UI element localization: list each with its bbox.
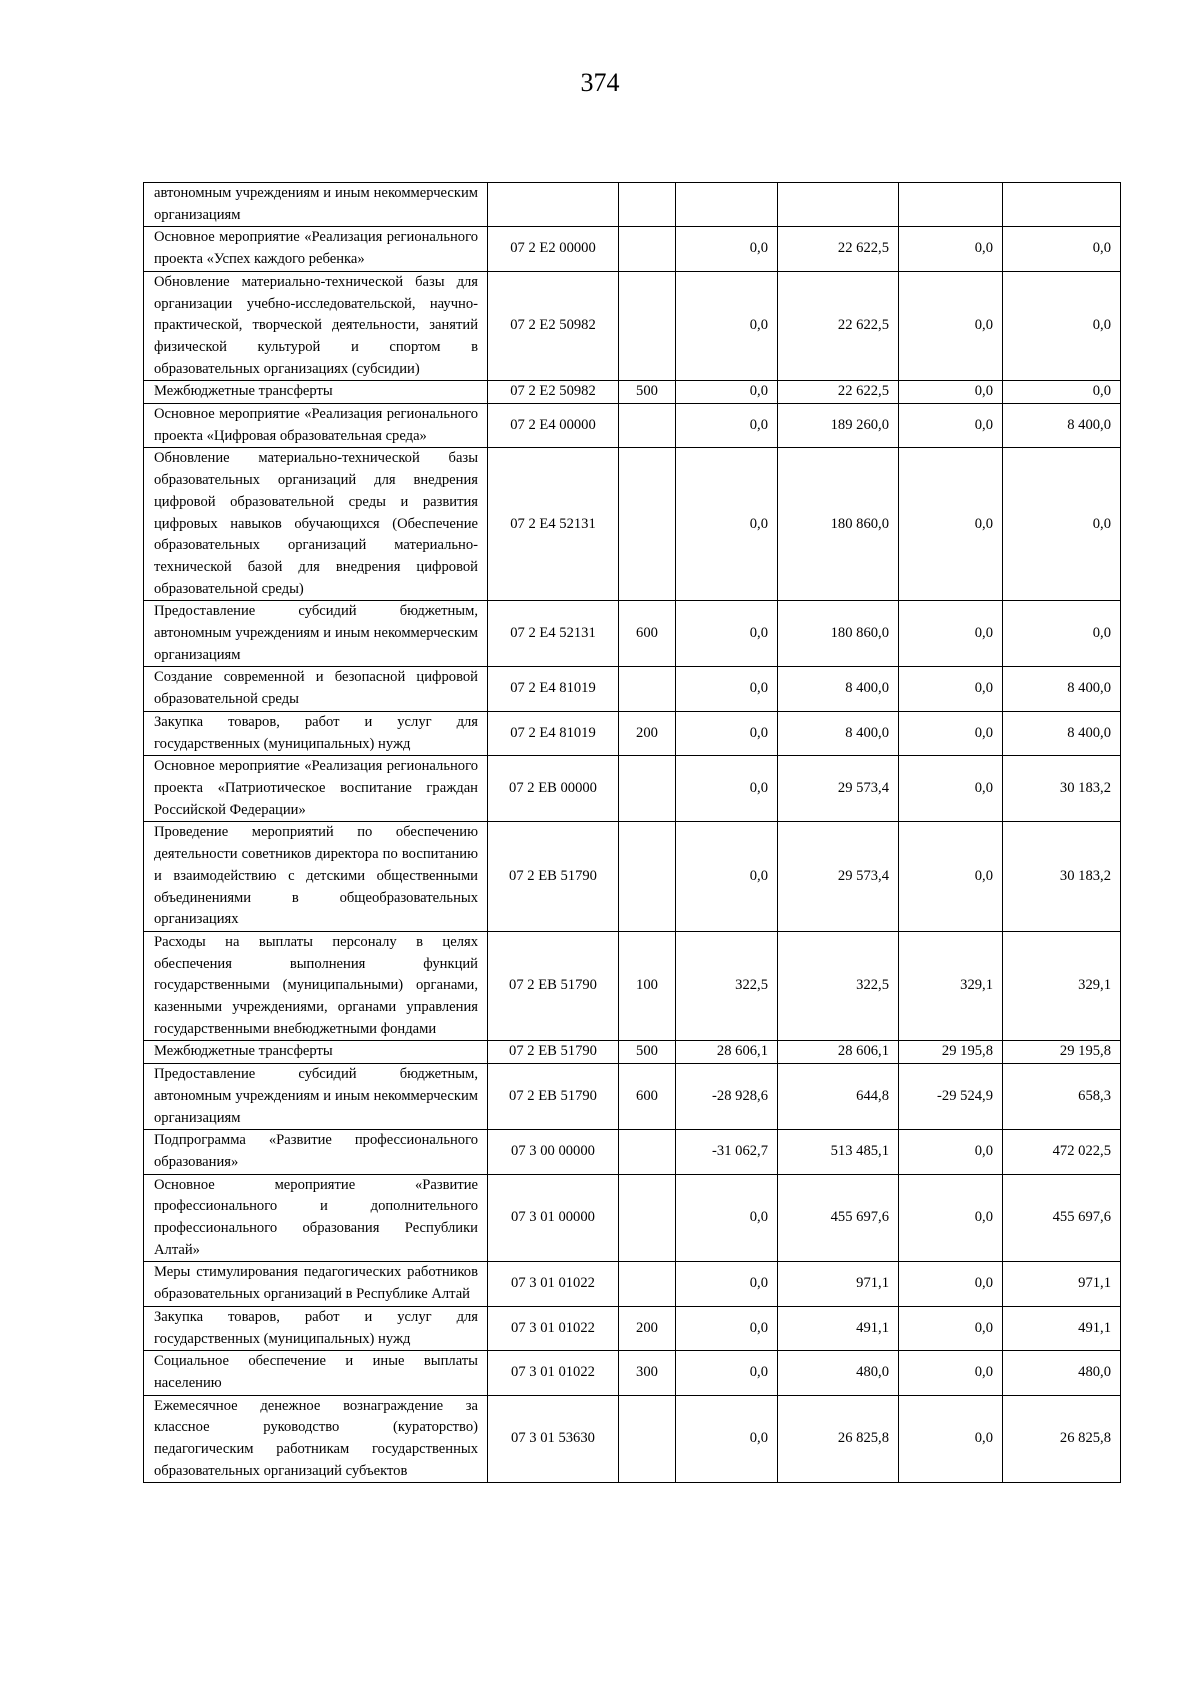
row-expense-type bbox=[619, 1174, 676, 1262]
table-row bbox=[144, 1262, 1121, 1306]
row-value-1: 0,0 bbox=[676, 404, 778, 448]
row-value-1: 0,0 bbox=[676, 667, 778, 711]
row-name: Проведение мероприятий по обеспечению деятельности советников директора по воспитанию и взаимодействию с детскими общественными объединениями в общеобразовательных организациях bbox=[144, 822, 488, 932]
row-value-1: 0,0 bbox=[676, 756, 778, 822]
row-name: Предоставление субсидий бюджетным, автономным учреждениям и иным некоммерческим организациям bbox=[144, 601, 488, 667]
row-expense-type bbox=[619, 1262, 676, 1306]
row-name: Расходы на выплаты персоналу в целях обеспечения выполнения функций государственными (муниципальными) органами, казенными учреждениями, органами управления государственными внебюджетными фондами bbox=[144, 931, 488, 1041]
row-value-4 bbox=[1003, 183, 1121, 227]
row-value-2: 480,0 bbox=[778, 1351, 899, 1395]
row-expense-type: 600 bbox=[619, 601, 676, 667]
row-value-1: 0,0 bbox=[676, 381, 778, 404]
row-value-2: 26 825,8 bbox=[778, 1395, 899, 1483]
row-name: Создание современной и безопасной цифровой образовательной среды bbox=[144, 667, 488, 711]
row-name: Предоставление субсидий бюджетным, автономным учреждениям и иным некоммерческим организациям bbox=[144, 1064, 488, 1130]
row-value-4: 480,0 bbox=[1003, 1351, 1121, 1395]
row-name: Межбюджетные трансферты bbox=[144, 381, 488, 404]
row-value-1: -28 928,6 bbox=[676, 1064, 778, 1130]
row-expense-type: 500 bbox=[619, 381, 676, 404]
row-code bbox=[488, 183, 619, 227]
table-row bbox=[144, 381, 1121, 404]
row-expense-type bbox=[619, 1130, 676, 1174]
row-value-3: 0,0 bbox=[899, 448, 1003, 601]
row-expense-type bbox=[619, 667, 676, 711]
table-row bbox=[144, 448, 1121, 601]
row-value-2: 971,1 bbox=[778, 1262, 899, 1306]
table-row bbox=[144, 271, 1121, 381]
row-value-3: 29 195,8 bbox=[899, 1041, 1003, 1064]
row-name: Основное мероприятие «Реализация регионального проекта «Цифровая образовательная среда» bbox=[144, 404, 488, 448]
table-row bbox=[144, 1395, 1121, 1483]
table-row bbox=[144, 1064, 1121, 1130]
row-code: 07 3 01 01022 bbox=[488, 1262, 619, 1306]
row-value-1: 0,0 bbox=[676, 1174, 778, 1262]
row-name: Основное мероприятие «Развитие профессионального и дополнительного профессионального образования Республики Алтай» bbox=[144, 1174, 488, 1262]
row-code: 07 2 E4 81019 bbox=[488, 711, 619, 755]
row-code: 07 2 E2 00000 bbox=[488, 227, 619, 271]
row-name: Межбюджетные трансферты bbox=[144, 1041, 488, 1064]
row-value-2: 644,8 bbox=[778, 1064, 899, 1130]
row-expense-type: 600 bbox=[619, 1064, 676, 1130]
row-value-2: 29 573,4 bbox=[778, 822, 899, 932]
row-value-1: 0,0 bbox=[676, 227, 778, 271]
table-row bbox=[144, 711, 1121, 755]
row-value-2: 189 260,0 bbox=[778, 404, 899, 448]
budget-table bbox=[143, 182, 1121, 1483]
row-name: Подпрограмма «Развитие профессионального образования» bbox=[144, 1130, 488, 1174]
row-code: 07 2 E2 50982 bbox=[488, 381, 619, 404]
row-value-3: 0,0 bbox=[899, 1262, 1003, 1306]
row-value-2: 8 400,0 bbox=[778, 667, 899, 711]
row-code: 07 2 E4 81019 bbox=[488, 667, 619, 711]
row-code: 07 2 E4 52131 bbox=[488, 601, 619, 667]
row-value-2: 22 622,5 bbox=[778, 271, 899, 381]
row-value-2: 22 622,5 bbox=[778, 227, 899, 271]
row-value-3: 0,0 bbox=[899, 1395, 1003, 1483]
row-expense-type: 500 bbox=[619, 1041, 676, 1064]
table-row bbox=[144, 667, 1121, 711]
row-value-3: -29 524,9 bbox=[899, 1064, 1003, 1130]
row-value-4: 0,0 bbox=[1003, 448, 1121, 601]
row-value-2: 28 606,1 bbox=[778, 1041, 899, 1064]
row-value-3: 0,0 bbox=[899, 601, 1003, 667]
row-value-1: 0,0 bbox=[676, 711, 778, 755]
row-value-4: 455 697,6 bbox=[1003, 1174, 1121, 1262]
row-value-3: 0,0 bbox=[899, 756, 1003, 822]
table-row bbox=[144, 1351, 1121, 1395]
row-name: автономным учреждениям и иным некоммерческим организациям bbox=[144, 183, 488, 227]
row-value-4: 26 825,8 bbox=[1003, 1395, 1121, 1483]
row-value-1: 0,0 bbox=[676, 601, 778, 667]
row-value-4: 0,0 bbox=[1003, 227, 1121, 271]
row-code: 07 2 EB 51790 bbox=[488, 1041, 619, 1064]
row-value-4: 0,0 bbox=[1003, 271, 1121, 381]
row-name: Основное мероприятие «Реализация регионального проекта «Успех каждого ребенка» bbox=[144, 227, 488, 271]
row-value-2 bbox=[778, 183, 899, 227]
row-name: Основное мероприятие «Реализация регионального проекта «Патриотическое воспитание граждан Российской Федерации» bbox=[144, 756, 488, 822]
table-row bbox=[144, 1174, 1121, 1262]
table-row bbox=[144, 601, 1121, 667]
row-value-1: 322,5 bbox=[676, 931, 778, 1041]
row-value-3: 0,0 bbox=[899, 404, 1003, 448]
row-code: 07 2 EB 51790 bbox=[488, 1064, 619, 1130]
row-value-4: 8 400,0 bbox=[1003, 667, 1121, 711]
page-number: 374 bbox=[580, 68, 620, 97]
row-name: Закупка товаров, работ и услуг для государственных (муниципальных) нужд bbox=[144, 1306, 488, 1350]
row-value-4: 0,0 bbox=[1003, 381, 1121, 404]
row-value-1: 0,0 bbox=[676, 1306, 778, 1350]
row-value-2: 491,1 bbox=[778, 1306, 899, 1350]
table-row bbox=[144, 1306, 1121, 1350]
row-value-4: 8 400,0 bbox=[1003, 711, 1121, 755]
row-expense-type bbox=[619, 227, 676, 271]
table-row bbox=[144, 1041, 1121, 1064]
row-value-1: 0,0 bbox=[676, 1395, 778, 1483]
row-value-4: 30 183,2 bbox=[1003, 756, 1121, 822]
row-value-3: 0,0 bbox=[899, 1174, 1003, 1262]
row-value-4: 0,0 bbox=[1003, 601, 1121, 667]
row-code: 07 3 01 00000 bbox=[488, 1174, 619, 1262]
row-value-3: 0,0 bbox=[899, 271, 1003, 381]
row-value-2: 513 485,1 bbox=[778, 1130, 899, 1174]
row-expense-type: 300 bbox=[619, 1351, 676, 1395]
row-value-4: 658,3 bbox=[1003, 1064, 1121, 1130]
row-value-4: 971,1 bbox=[1003, 1262, 1121, 1306]
row-code: 07 2 EB 51790 bbox=[488, 822, 619, 932]
row-value-2: 322,5 bbox=[778, 931, 899, 1041]
row-expense-type: 100 bbox=[619, 931, 676, 1041]
row-value-3: 0,0 bbox=[899, 1306, 1003, 1350]
row-code: 07 3 01 53630 bbox=[488, 1395, 619, 1483]
row-value-4: 472 022,5 bbox=[1003, 1130, 1121, 1174]
row-value-3: 0,0 bbox=[899, 227, 1003, 271]
row-value-2: 8 400,0 bbox=[778, 711, 899, 755]
row-value-4: 30 183,2 bbox=[1003, 822, 1121, 932]
row-value-1: 28 606,1 bbox=[676, 1041, 778, 1064]
row-value-2: 180 860,0 bbox=[778, 448, 899, 601]
row-value-1: 0,0 bbox=[676, 448, 778, 601]
row-value-1: 0,0 bbox=[676, 1262, 778, 1306]
row-value-1: 0,0 bbox=[676, 271, 778, 381]
row-name: Обновление материально-технической базы образовательных организаций для внедрения цифровой образовательной среды и развития цифровых навыков обучающихся (Обеспечение образовательных организаций материально-технической базой для внедрения цифровой образовательной среды) bbox=[144, 448, 488, 601]
row-value-4: 8 400,0 bbox=[1003, 404, 1121, 448]
row-value-3: 0,0 bbox=[899, 1351, 1003, 1395]
row-expense-type bbox=[619, 448, 676, 601]
row-code: 07 3 00 00000 bbox=[488, 1130, 619, 1174]
row-value-3: 0,0 bbox=[899, 381, 1003, 404]
row-name: Социальное обеспечение и иные выплаты населению bbox=[144, 1351, 488, 1395]
row-value-1: -31 062,7 bbox=[676, 1130, 778, 1174]
row-code: 07 2 EB 00000 bbox=[488, 756, 619, 822]
row-name: Обновление материально-технической базы для организации учебно-исследовательской, научно-практической, творческой деятельности, занятий физической культурой и спортом в образовательных организациях (субсидии) bbox=[144, 271, 488, 381]
row-value-4: 29 195,8 bbox=[1003, 1041, 1121, 1064]
row-expense-type bbox=[619, 183, 676, 227]
row-expense-type: 200 bbox=[619, 1306, 676, 1350]
table-row bbox=[144, 183, 1121, 227]
row-value-2: 455 697,6 bbox=[778, 1174, 899, 1262]
row-value-4: 491,1 bbox=[1003, 1306, 1121, 1350]
row-expense-type bbox=[619, 271, 676, 381]
row-code: 07 3 01 01022 bbox=[488, 1351, 619, 1395]
table-row bbox=[144, 404, 1121, 448]
row-expense-type bbox=[619, 404, 676, 448]
row-value-3: 0,0 bbox=[899, 822, 1003, 932]
row-name: Ежемесячное денежное вознаграждение за классное руководство (кураторство) педагогическим работникам государственных образовательных организаций субъектов bbox=[144, 1395, 488, 1483]
table-row bbox=[144, 227, 1121, 271]
table-row bbox=[144, 822, 1121, 932]
row-value-3: 0,0 bbox=[899, 1130, 1003, 1174]
row-value-1: 0,0 bbox=[676, 822, 778, 932]
row-value-2: 180 860,0 bbox=[778, 601, 899, 667]
row-value-3 bbox=[899, 183, 1003, 227]
row-value-2: 22 622,5 bbox=[778, 381, 899, 404]
table-row bbox=[144, 1130, 1121, 1174]
row-value-3: 329,1 bbox=[899, 931, 1003, 1041]
row-code: 07 3 01 01022 bbox=[488, 1306, 619, 1350]
row-value-1: 0,0 bbox=[676, 1351, 778, 1395]
row-code: 07 2 E4 00000 bbox=[488, 404, 619, 448]
row-expense-type bbox=[619, 1395, 676, 1483]
row-value-2: 29 573,4 bbox=[778, 756, 899, 822]
row-expense-type bbox=[619, 822, 676, 932]
row-code: 07 2 EB 51790 bbox=[488, 931, 619, 1041]
row-expense-type bbox=[619, 756, 676, 822]
table-row bbox=[144, 756, 1121, 822]
row-name: Меры стимулирования педагогических работников образовательных организаций в Республике Алтай bbox=[144, 1262, 488, 1306]
row-value-3: 0,0 bbox=[899, 667, 1003, 711]
table-row bbox=[144, 931, 1121, 1041]
row-code: 07 2 E2 50982 bbox=[488, 271, 619, 381]
table-body bbox=[144, 183, 1121, 1483]
row-value-4: 329,1 bbox=[1003, 931, 1121, 1041]
row-value-3: 0,0 bbox=[899, 711, 1003, 755]
row-expense-type: 200 bbox=[619, 711, 676, 755]
row-code: 07 2 E4 52131 bbox=[488, 448, 619, 601]
row-name: Закупка товаров, работ и услуг для государственных (муниципальных) нужд bbox=[144, 711, 488, 755]
row-value-1 bbox=[676, 183, 778, 227]
